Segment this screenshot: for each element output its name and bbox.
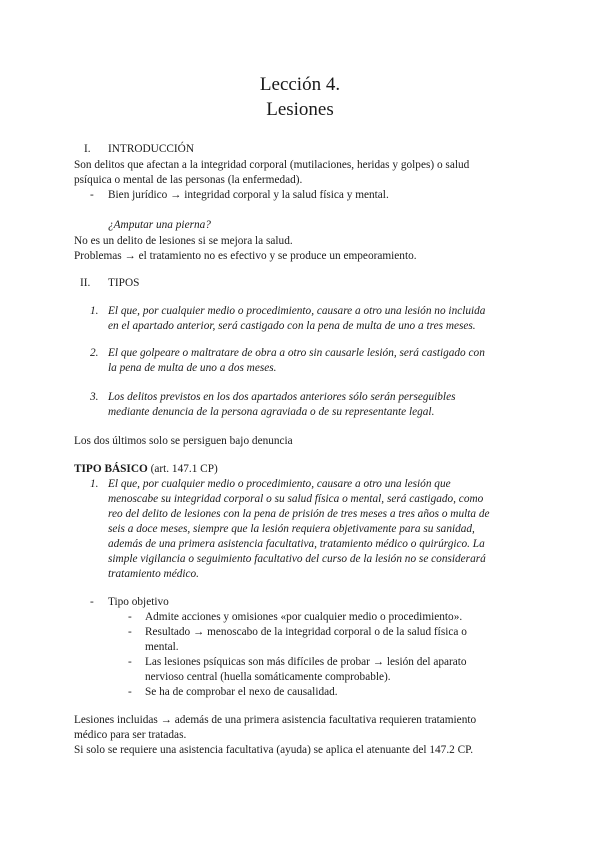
section-heading-intro: INTRODUCCIÓN: [108, 143, 194, 155]
bullet-dash: -: [90, 596, 94, 608]
paragraph-line: médico para ser tratadas.: [74, 729, 187, 741]
paragraph-line: Problemas → el tratamiento no es efectivo y se produce un empeoramiento.: [74, 250, 417, 262]
list-number: 1.: [90, 305, 99, 317]
article-text-line: seis a doce meses, siempre que la lesión requiera objetivamente para su sanidad,: [108, 523, 475, 535]
list-item-line: Los delitos previstos en los dos apartados anteriores sólo serán perseguibles: [108, 391, 456, 403]
sub-bullet-dash: -: [128, 656, 132, 668]
paragraph-line: No es un delito de lesiones si se mejora la salud.: [74, 235, 293, 247]
lesson-title: Lección 4.: [259, 74, 341, 95]
article-text-line: tratamiento médico.: [108, 568, 199, 580]
sub-bullet-text: Resultado → menoscabo de la integridad corporal o de la salud física o: [145, 626, 467, 638]
sub-bullet-dash: -: [128, 611, 132, 623]
paragraph-line: Lesiones incluidas → además de una primera asistencia facultativa requieren tratamiento: [74, 714, 477, 726]
bullet-dash: -: [90, 189, 94, 201]
sub-bullet-text: Se ha de comprobar el nexo de causalidad.: [145, 686, 338, 698]
sub-bullet-dash: -: [128, 626, 132, 638]
article-text-line: además de una primera asistencia facultativa, tratamiento médico o quirúrgico. La: [108, 538, 485, 550]
list-item-line: mediante denuncia de la persona agraviada o de su representante legal.: [108, 406, 435, 418]
sub-bullet-text: nervioso central (huella somáticamente comprobable).: [145, 671, 391, 683]
list-item-line: en el apartado anterior, será castigado con la pena de multa de uno a tres meses.: [108, 320, 476, 332]
section-numeral: I.: [84, 143, 91, 155]
list-number: 1.: [90, 478, 99, 490]
article-reference: (art. 147.1 CP): [150, 463, 218, 475]
list-number: 3.: [90, 391, 99, 403]
list-item-line: la pena de multa de uno a dos meses.: [108, 362, 277, 374]
note-text: Los dos últimos solo se persiguen bajo denuncia: [74, 435, 293, 447]
paragraph-line: Si solo se requiere una asistencia facultativa (ayuda) se aplica el atenuante del 147.2 CP.: [74, 744, 474, 756]
bullet-text: Bien jurídico → integridad corporal y la salud física y mental.: [108, 189, 389, 201]
list-number: 2.: [90, 347, 99, 359]
paragraph-line: Son delitos que afectan a la integridad corporal (mutilaciones, heridas y golpes) o salud: [74, 159, 470, 171]
tipo-basico-title: TIPO BÁSICO: [74, 463, 148, 475]
tipo-objetivo-label: Tipo objetivo: [108, 596, 169, 608]
tipo-basico-heading: [74, 462, 218, 478]
article-text-line: El que, por cualquier medio o procedimiento, causare a otro una lesión que: [108, 478, 451, 490]
section-numeral: II.: [80, 277, 91, 289]
sub-bullet-text: mental.: [145, 641, 179, 653]
article-text-line: simple vigilancia o seguimiento facultativo del curso de la lesión no se considerará: [108, 553, 486, 565]
list-item-line: El que, por cualquier medio o procedimiento, causare a otro una lesión no incluida: [108, 305, 486, 317]
paragraph-line: psíquica o mental de las personas (la enfermedad).: [74, 174, 303, 186]
article-text-line: reo del delito de lesiones con la pena de prisión de tres meses a tres años o multa de: [108, 508, 490, 520]
sub-bullet-text: Las lesiones psíquicas son más difíciles de probar → lesión del aparato: [145, 656, 467, 668]
list-item-line: El que golpeare o maltratare de obra a otro sin causarle lesión, será castigado con: [108, 347, 485, 359]
sub-bullet-text: Admite acciones y omisiones «por cualquier medio o procedimiento».: [145, 611, 463, 623]
section-heading-tipos: TIPOS: [108, 277, 140, 289]
article-text-line: menoscabe su integridad corporal o su salud física o mental, será castigado, como: [108, 493, 484, 505]
question-text: ¿Amputar una pierna?: [108, 219, 211, 231]
lesson-topic: Lesiones: [266, 99, 334, 120]
sub-bullet-dash: -: [128, 686, 132, 698]
